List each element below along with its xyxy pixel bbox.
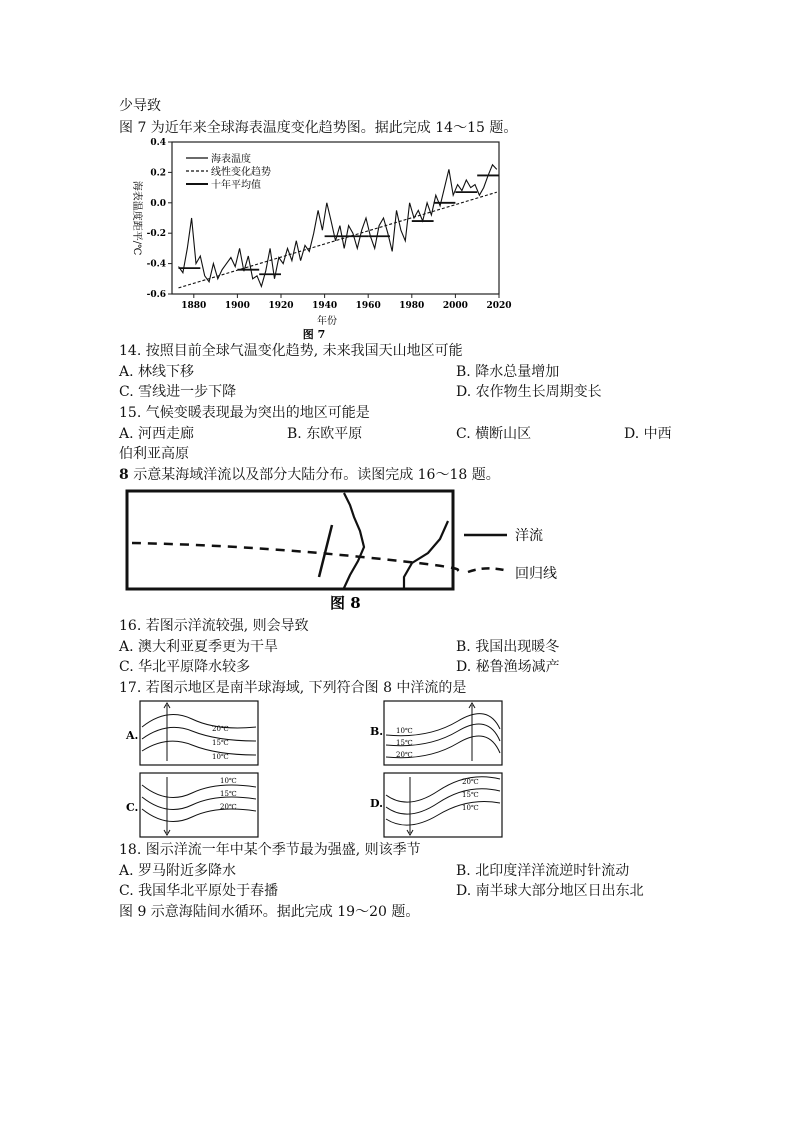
x-tick-label-3: 1940 <box>312 301 338 311</box>
legend-label-1: 线性变化趋势 <box>211 167 271 178</box>
map-frame <box>127 491 453 589</box>
continent-east-coast <box>404 521 448 588</box>
q18-option-d[interactable]: D. 南半球大部分地区日出东北 <box>456 883 644 899</box>
fig9-intro: 图 9 示意海陆间水循环。据此完成 19～20 题。 <box>119 904 420 920</box>
fig8-map <box>122 487 582 614</box>
legend-tropic-symbol <box>468 568 504 572</box>
q17-d-letter: D. <box>370 797 383 810</box>
q17-option-a[interactable] <box>122 699 272 769</box>
legend-label-0: 海表温度 <box>211 154 251 165</box>
q17-b-label-0: 10℃ <box>396 727 413 735</box>
q15-option-b[interactable]: B. 东欧平原 <box>287 426 363 442</box>
q17-b-letter: B. <box>370 725 384 738</box>
q17-c-label-0: 10℃ <box>220 777 237 785</box>
q17-b-svg <box>368 699 508 769</box>
q17-d-label-0: 20℃ <box>462 778 479 786</box>
question-17: 17. 若图示地区是南半球海域, 下列符合图 8 中洋流的是 <box>119 680 467 696</box>
legend-tropic-label: 回归线 <box>515 566 557 582</box>
q17-b-label-2: 20℃ <box>396 751 413 759</box>
continent-west-coast <box>344 493 364 588</box>
chart-caption: 图 7 <box>302 328 326 341</box>
y-axis-label: 海表温度距平/℃ <box>131 180 142 256</box>
q17-d-label-1: 15℃ <box>462 791 479 799</box>
question-15: 15. 气候变暖表现最为突出的地区可能是 <box>119 405 370 421</box>
q14-option-c[interactable]: C. 雪线进一步下降 <box>119 384 237 400</box>
q17-a-letter: A. <box>126 729 139 742</box>
fig8-svg <box>122 487 582 614</box>
x-tick-label-1: 1900 <box>224 301 250 311</box>
q17-a-label-0: 20℃ <box>212 725 229 733</box>
y-tick-label-0: 0.4 <box>150 138 166 148</box>
q15-option-c[interactable]: C. 横断山区 <box>456 426 532 442</box>
y-tick-label-3: -0.2 <box>146 229 166 240</box>
question-16: 16. 若图示洋流较强, 则会导致 <box>119 618 309 634</box>
q18-option-a[interactable]: A. 罗马附近多降水 <box>119 863 237 879</box>
q17-c-label-1: 15℃ <box>220 790 237 798</box>
q14-option-a[interactable]: A. 林线下移 <box>119 364 195 380</box>
fig7-intro: 图 7 为近年来全球海表温度变化趋势图。据此完成 14～15 题。 <box>119 120 518 136</box>
q16-option-d[interactable]: D. 秘鲁渔场减产 <box>456 659 560 675</box>
y-tick-label-2: 0.0 <box>150 198 166 209</box>
q17-c-svg <box>122 771 272 841</box>
question-18: 18. 图示洋流一年中某个季节最为强盛, 则该季节 <box>119 842 421 858</box>
question-14: 14. 按照目前全球气温变化趋势, 未来我国天山地区可能 <box>119 343 463 359</box>
q15-option-d[interactable]: D. 中西 <box>624 426 672 442</box>
fig7-svg <box>122 134 512 344</box>
fig8-intro <box>119 465 500 485</box>
q17-a-label-1: 15℃ <box>212 739 229 747</box>
q17-b-label-1: 15℃ <box>396 739 413 747</box>
text-line-0: 少导致 <box>119 98 161 114</box>
q15-option-d-cont: 伯利亚高原 <box>119 446 189 462</box>
fig7-chart <box>122 134 512 344</box>
x-axis-label: 年份 <box>317 316 337 327</box>
x-tick-label-7: 2020 <box>486 301 512 311</box>
x-tick-label-6: 2000 <box>442 301 468 311</box>
q17-d-label-2: 10℃ <box>462 804 479 812</box>
q17-option-d[interactable] <box>368 771 508 841</box>
q17-a-svg <box>122 699 272 769</box>
y-tick-label-5: -0.6 <box>146 290 166 300</box>
q17-option-b[interactable] <box>368 699 508 769</box>
fig8-number: 8 <box>119 467 129 483</box>
y-tick-label-4: -0.4 <box>146 259 166 270</box>
q14-option-d[interactable]: D. 农作物生长周期变长 <box>456 384 602 400</box>
x-tick-label-2: 1920 <box>268 301 294 311</box>
q16-option-b[interactable]: B. 我国出现暖冬 <box>456 639 560 655</box>
legend-current-label: 洋流 <box>515 528 543 544</box>
x-tick-label-0: 1880 <box>181 301 207 311</box>
current-arrow-stroke <box>319 525 332 577</box>
fig8-caption: 图 8 <box>330 594 361 612</box>
x-tick-label-4: 1960 <box>355 301 381 311</box>
legend-label-2: 十年平均值 <box>211 180 261 191</box>
x-tick-label-5: 1980 <box>399 301 425 311</box>
q15-option-a[interactable]: A. 河西走廊 <box>119 426 195 442</box>
q17-option-c[interactable] <box>122 771 272 841</box>
q18-option-b[interactable]: B. 北印度洋洋流逆时针流动 <box>456 863 630 879</box>
q14-option-b[interactable]: B. 降水总量增加 <box>456 364 560 380</box>
q16-option-c[interactable]: C. 华北平原降水较多 <box>119 659 251 675</box>
q18-option-c[interactable]: C. 我国华北平原处于春播 <box>119 883 279 899</box>
q17-c-letter: C. <box>126 801 139 814</box>
q17-c-label-2: 20℃ <box>220 803 237 811</box>
y-tick-label-1: 0.2 <box>150 168 166 179</box>
fig8-intro-text: 示意某海域洋流以及部分大陆分布。读图完成 16～18 题。 <box>128 467 500 483</box>
q17-a-label-2: 10℃ <box>212 753 229 761</box>
q16-option-a[interactable]: A. 澳大利亚夏季更为干旱 <box>119 639 279 655</box>
q17-d-svg <box>368 771 508 841</box>
linear-trend-line <box>179 192 497 288</box>
